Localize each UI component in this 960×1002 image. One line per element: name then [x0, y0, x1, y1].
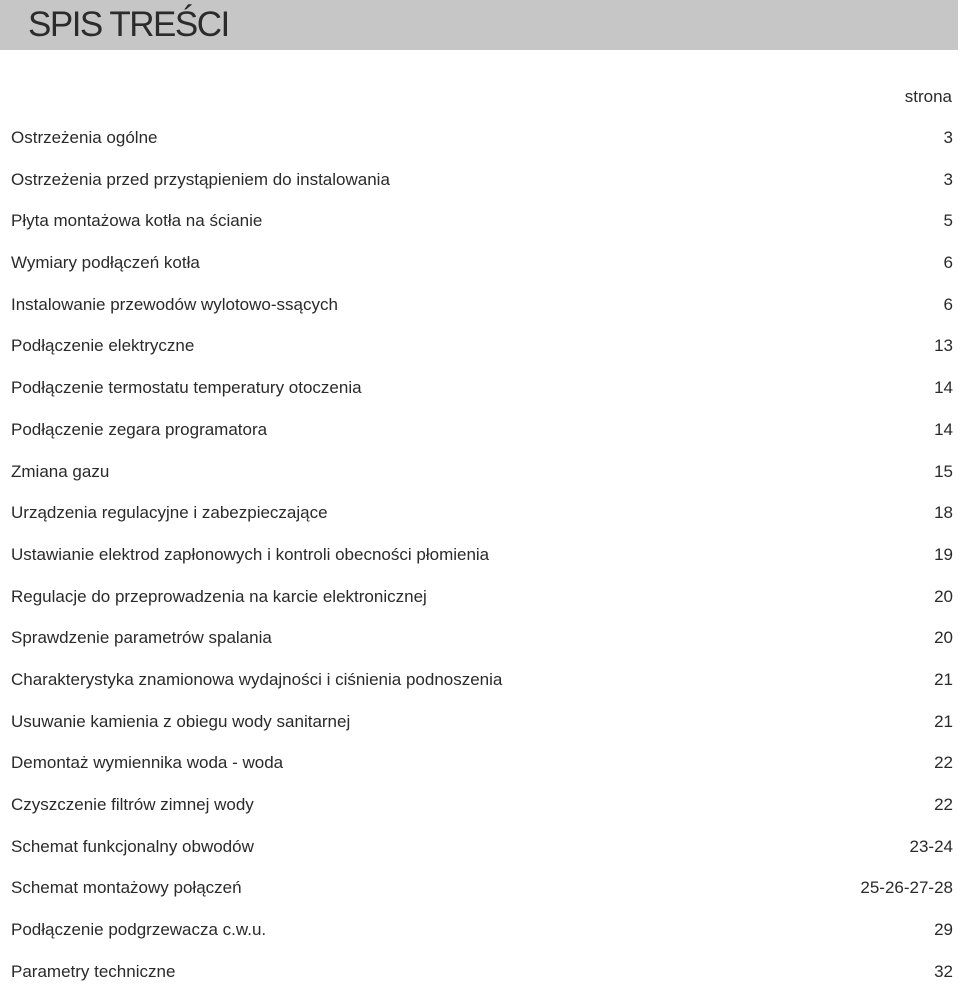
toc-entry [11, 127, 953, 169]
toc-entry-page: 32 [934, 961, 953, 981]
toc-entry [11, 669, 953, 711]
toc-entry-page: 21 [934, 711, 953, 731]
toc-entry [11, 919, 953, 961]
toc-entry [11, 169, 953, 211]
toc-entry-page: 19 [934, 544, 953, 564]
toc-entry-title: Regulacje do przeprowadzenia na karcie elektronicznej [11, 586, 427, 606]
toc-entry-title: Ostrzeżenia ogólne [11, 128, 158, 147]
toc-entry-title: Czyszczenie filtrów zimnej wody [11, 795, 254, 814]
toc-entry-title: Płyta montażowa kotła na ścianie [11, 211, 263, 231]
toc-entry-page: 22 [934, 795, 953, 814]
toc-entry [11, 627, 953, 669]
toc-entry [11, 586, 953, 628]
toc-entry-page: 20 [934, 586, 953, 606]
toc-entry-title: Demontaż wymiennika woda - woda [11, 753, 284, 773]
toc-entry-page: 23-24 [909, 836, 953, 856]
toc-entry [11, 461, 953, 503]
toc-entry-page: 22 [934, 753, 953, 773]
page-column-label: strona [904, 87, 952, 106]
toc-entry-page: 13 [934, 336, 953, 356]
toc-entry [11, 252, 953, 294]
toc-entry-page: 14 [934, 378, 953, 398]
toc-entry-title: Sprawdzenie parametrów spalania [11, 628, 272, 648]
toc-entry-page: 6 [943, 253, 953, 273]
toc-entry-page: 18 [934, 503, 953, 523]
toc-entry-page: 3 [943, 169, 953, 189]
toc-entry-title: Ustawianie elektrod zapłonowych i kontroli obecności płomienia [11, 544, 490, 564]
toc-entry [11, 711, 953, 753]
toc-entry-page: 20 [934, 628, 953, 648]
toc-entry [11, 544, 953, 586]
toc-entry-title: Podłączenie termostatu temperatury otoczenia [11, 378, 362, 398]
toc-entry [11, 502, 953, 544]
toc-entry [11, 794, 953, 836]
toc-entry [11, 377, 953, 419]
toc-entry [11, 419, 953, 461]
toc-entry-title: Usuwanie kamienia z obiegu wody sanitarnej [11, 711, 351, 731]
toc-entry-title: Charakterystyka znamionowa wydajności i ciśnienia podnoszenia [11, 669, 503, 689]
toc-entry-page: 21 [934, 669, 953, 689]
toc-entry [11, 294, 953, 336]
toc-entry-page: 6 [943, 294, 953, 314]
toc-entry-page: 14 [934, 419, 953, 439]
page-title: SPIS TREŚCI [28, 5, 229, 44]
toc-entry-page: 15 [934, 461, 953, 481]
toc-entry-page: 25-26-27-28 [860, 878, 953, 898]
toc-entry [11, 961, 953, 1002]
toc-entry [11, 836, 953, 878]
toc-entry [11, 335, 953, 377]
header-bar [0, 0, 958, 50]
toc-entry-title: Podłączenie elektryczne [11, 336, 195, 356]
table-of-contents [11, 127, 953, 1002]
toc-entry-title: Schemat montażowy połączeń [11, 878, 242, 898]
toc-entry-title: Podłączenie podgrzewacza c.w.u. [11, 920, 267, 940]
toc-entry [11, 210, 953, 252]
toc-entry-title: Instalowanie przewodów wylotowo-ssących [11, 294, 338, 314]
toc-entry [11, 877, 953, 919]
toc-entry-title: Podłączenie zegara programatora [11, 419, 268, 439]
toc-entry-title: Wymiary podłączeń kotła [11, 253, 200, 273]
toc-entry-title: Urządzenia regulacyjne i zabezpieczające [11, 503, 328, 523]
toc-entry-page: 5 [943, 211, 953, 231]
toc-entry-title: Schemat funkcjonalny obwodów [11, 836, 254, 856]
toc-entry-title: Ostrzeżenia przed przystąpieniem do instalowania [11, 169, 390, 189]
toc-entry-title: Zmiana gazu [11, 461, 110, 481]
toc-entry-page: 29 [934, 920, 953, 940]
toc-entry-page: 3 [943, 128, 953, 147]
toc-entry-title: Parametry techniczne [11, 961, 176, 981]
toc-entry [11, 752, 953, 794]
